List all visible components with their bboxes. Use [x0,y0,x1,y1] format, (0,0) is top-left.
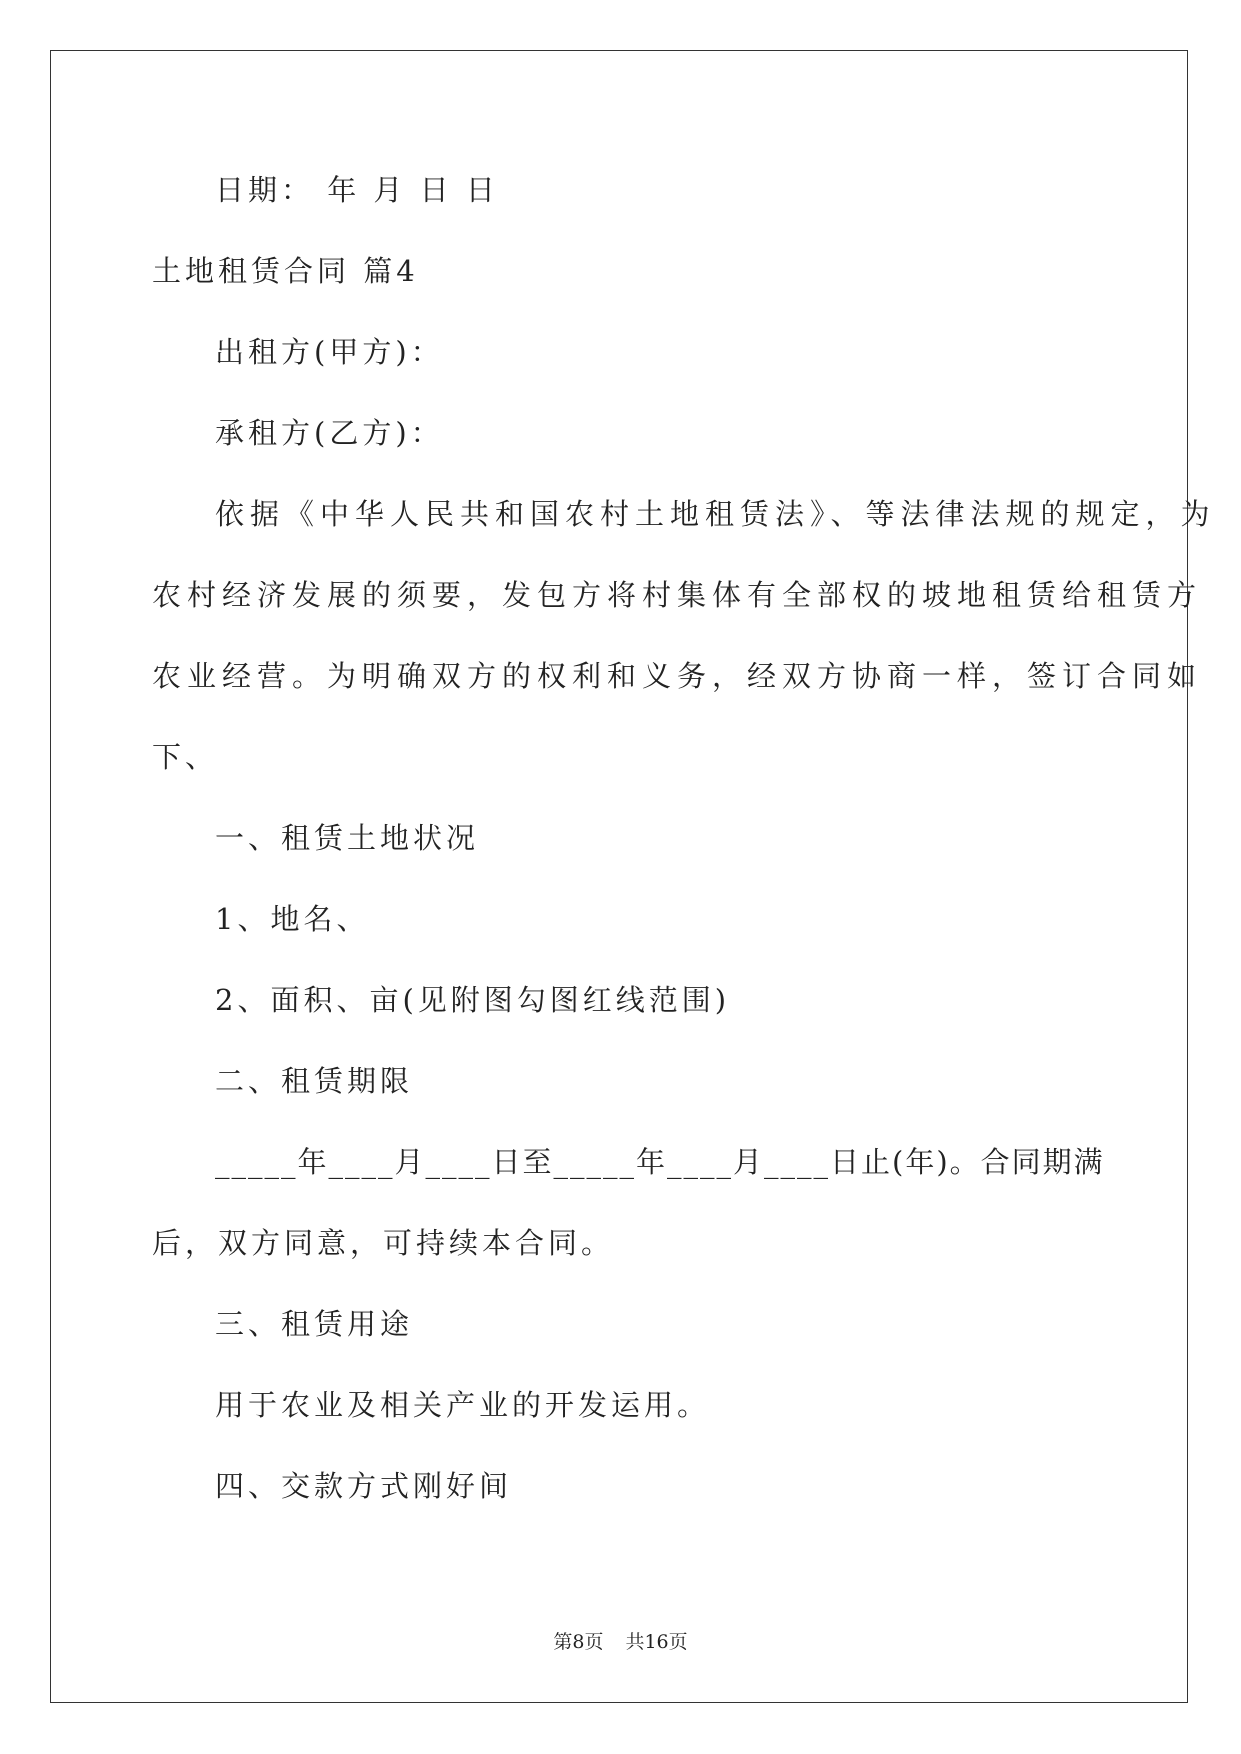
page-total: 共16页 [625,1631,688,1653]
section-2-heading: 二、租赁期限 [215,1064,414,1098]
section-title: 土地租赁合同 篇4 [152,254,419,288]
section-1-item-2: 2、面积、亩(见附图勾图红线范围) [215,983,731,1017]
page-footer [0,1627,1241,1654]
date-line: 日期： 年 月 日 日 [215,173,499,207]
preamble-line-2: 农村经济发展的须要，发包方将村集体有全部权的坡地租赁给租赁方 [152,578,1203,612]
section-2-text-1: _____年____月____日至_____年____月____日止(年)。合同期满 [215,1145,1105,1179]
section-1-item-1: 1、地名、 [215,902,370,936]
section-2-text-2: 后，双方同意，可持续本合同。 [152,1226,615,1260]
lessee-line: 承租方(乙方)： [215,416,444,450]
lessor-line: 出租方(甲方)： [215,335,444,369]
page-border [50,50,1188,1703]
section-4-heading: 四、交款方式刚好间 [215,1469,513,1503]
preamble-line-3: 农业经营。为明确双方的权利和义务，经双方协商一样，签订合同如 [152,659,1203,693]
preamble-line-4: 下、 [152,740,219,774]
preamble-line-1: 依据《中华人民共和国农村土地租赁法》、等法律法规的规定，为 [215,497,1216,531]
page-number: 第8页 [553,1631,604,1653]
section-3-heading: 三、租赁用途 [215,1307,414,1341]
section-1-heading: 一、租赁土地状况 [215,821,480,855]
section-3-text: 用于农业及相关产业的开发运用。 [215,1388,711,1422]
